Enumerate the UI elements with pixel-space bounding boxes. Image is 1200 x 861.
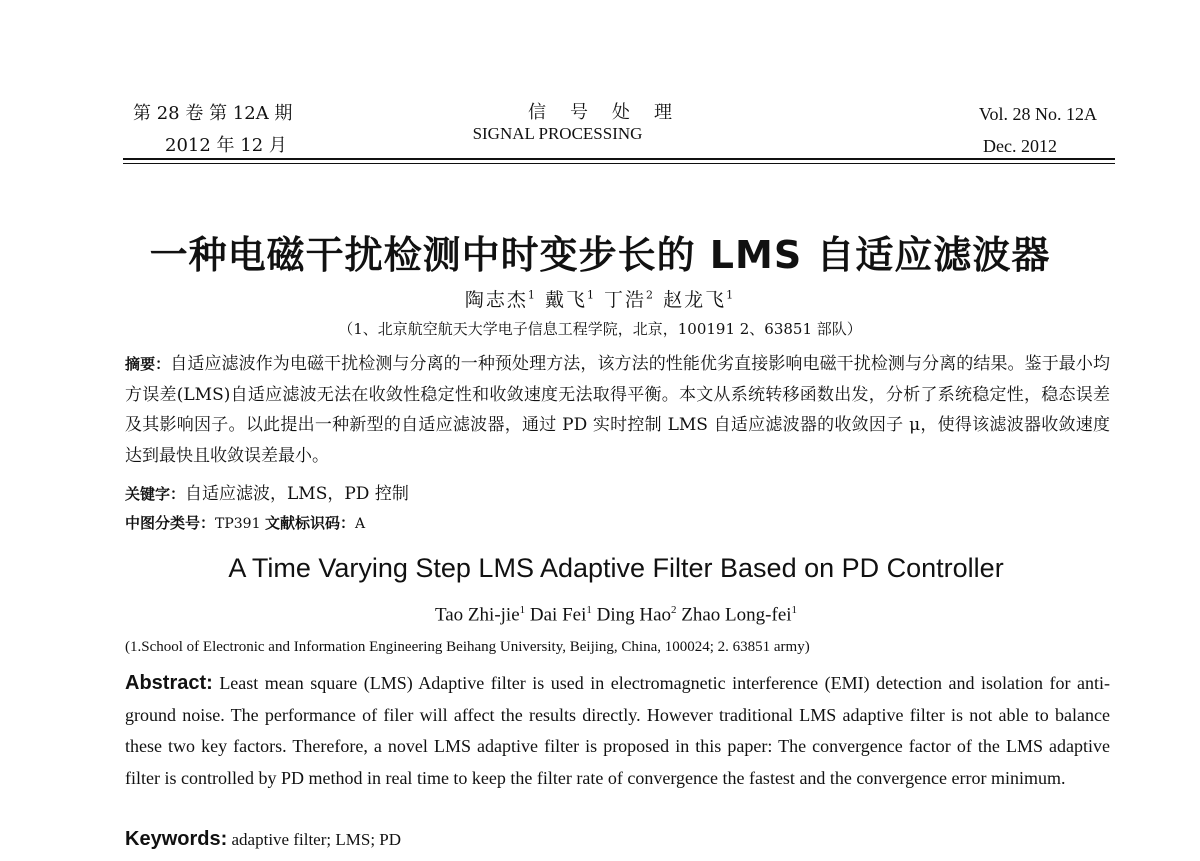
- author-en: Dai Fei: [529, 604, 587, 626]
- header-rule-thin: [123, 163, 1115, 164]
- authors-en: [0, 604, 1200, 626]
- keywords-cn-label: 关键字：: [125, 485, 186, 503]
- header-rule-thick: [123, 158, 1115, 160]
- doc-code-label: 文献标识码：: [264, 514, 355, 532]
- author-cn: 戴飞: [544, 289, 587, 311]
- author-cn: 赵龙飞: [663, 289, 727, 311]
- abstract-en-text: Least mean square (LMS) Adaptive filter is used in electromagnetic interference (EMI) detection and isolation for anti-ground noise. The performance of filer will affect the results directly. However traditional LMS adaptive filter is not able to balance these two key factors. Therefore, a novel LMS adaptive filter is proposed in this paper: The convergence factor of the LMS adaptive filter is controlled by PD method in real time to keep the filter rate of convergence the fastest and the convergence error minimum.: [125, 673, 1110, 788]
- journal-name-en: SIGNAL PROCESSING: [472, 124, 643, 143]
- keywords-en-label: Keywords: [125, 828, 221, 850]
- keywords-en-text: adaptive filter; LMS; PD: [231, 830, 402, 849]
- authors-cn: [0, 285, 1200, 312]
- author-affil-sup: 2: [671, 604, 677, 616]
- abstract-cn-text: 自适应滤波作为电磁干扰检测与分离的一种预处理方法，该方法的性能优劣直接影响电磁干扰检测与分离的结果。鉴于最小均方误差(LMS)自适应滤波无法在收敛性稳定性和收敛速度无法取得平衡。本文从系统转移函数出发，分析了系统稳定性，稳态误差及其影响因子。以此提出一种新型的自适应滤波器，通过 PD 实时控制 LMS 自适应滤波器的收敛因子 μ，使得该滤波器收敛速度达到最快且收敛误差最小。: [125, 354, 1110, 466]
- clc-value: TP391: [215, 516, 261, 532]
- volume-issue-en: Vol. 28 No. 12A: [978, 104, 1097, 124]
- keywords-cn-text: 自适应滤波，LMS，PD 控制: [185, 484, 409, 504]
- author-affil-sup: 1: [586, 288, 596, 302]
- paper-title-cn: 一种电磁干扰检测中时变步长的 LMS 自适应滤波器: [149, 233, 1051, 277]
- author-affil-sup: 1: [527, 288, 537, 302]
- author-affil-sup: 1: [791, 604, 798, 616]
- classification-cn: [125, 512, 1110, 533]
- abstract-cn-label: 摘要：: [125, 355, 171, 373]
- author-affil-sup: 1: [519, 604, 526, 616]
- clc-label: 中图分类号：: [125, 514, 216, 532]
- author-en: Tao Zhi-jie: [434, 604, 520, 626]
- abstract-en: [125, 668, 1110, 794]
- abstract-en-colon: :: [206, 672, 213, 694]
- author-cn: 丁浩: [604, 289, 647, 311]
- paper-title-en: A Time Varying Step LMS Adaptive Filter Based on PD Controller: [228, 553, 1004, 583]
- author-en: Ding Hao: [596, 604, 672, 626]
- keywords-cn: [125, 479, 1110, 504]
- keywords-en: [125, 828, 1110, 851]
- author-en: Zhao Long-fei: [681, 604, 792, 626]
- affiliation-en: (1.School of Electronic and Information Engineering Beihang University, Beijing, China, 100024; 2. 63851 army): [125, 639, 810, 655]
- date-en: Dec. 2012: [983, 136, 1057, 156]
- volume-issue-cn: 第 28 卷 第 12A 期: [133, 103, 293, 124]
- doc-code-value: A: [354, 516, 366, 532]
- journal-name-cn: 信号处理: [528, 102, 696, 123]
- author-affil-sup: 1: [586, 604, 592, 616]
- author-affil-sup: 2: [646, 288, 656, 302]
- abstract-cn: [125, 349, 1110, 471]
- author-cn: 陶志杰: [464, 289, 528, 311]
- affiliation-cn: （1、北京航空航天大学电子信息工程学院，北京，100191 2、63851 部队）: [338, 320, 862, 338]
- abstract-en-label: Abstract: [125, 672, 207, 694]
- author-affil-sup: 1: [726, 288, 736, 302]
- header-right: [979, 98, 1097, 162]
- date-cn: 2012 年 12 月: [165, 135, 287, 156]
- keywords-en-colon: :: [220, 828, 228, 850]
